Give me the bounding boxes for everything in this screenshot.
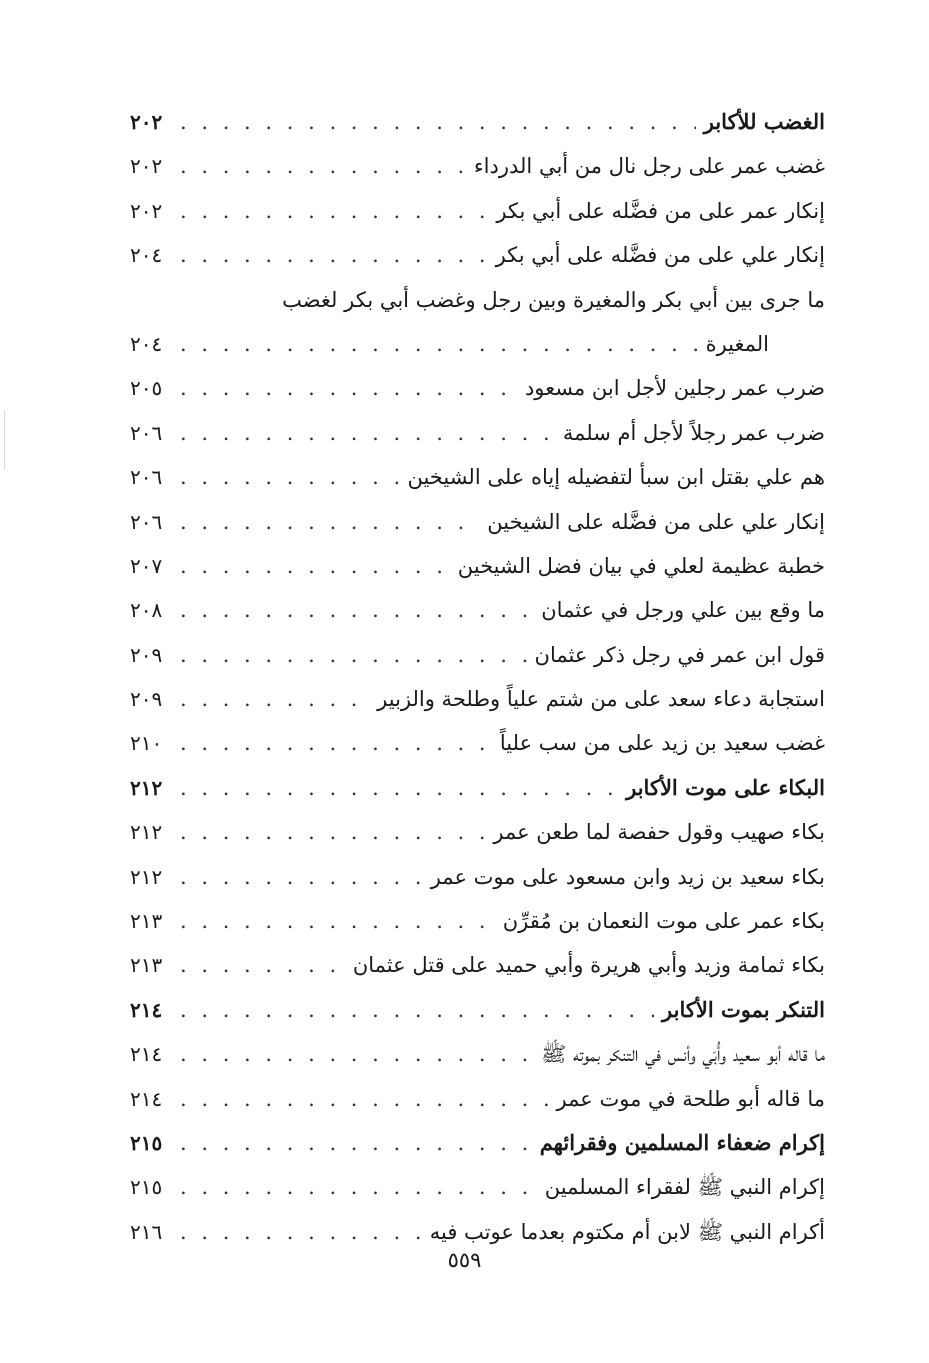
toc-entry-title: أكرام النبي ﷺ لابن أم مكتوم بعدما عوتب فيه — [429, 1219, 825, 1244]
dot-leader — [180, 189, 488, 233]
toc-entry-page: ٢٠٨ — [130, 598, 163, 623]
toc-entry-title: غضب سعيد بن زيد على من سب علياً — [499, 731, 825, 756]
toc-entry-title: البكاء على موت الأكابر — [626, 774, 825, 800]
toc-entry-page: ٢٠٩ — [130, 687, 163, 712]
toc-entry-page: ٢٠٩ — [130, 642, 163, 667]
toc-entry — [130, 500, 825, 544]
toc-entry-title: غضب عمر على رجل نال من أبي الدرداء — [473, 154, 825, 179]
toc-entry-page: ٢٠٤ — [130, 331, 163, 356]
toc-entry — [130, 455, 825, 499]
dot-leader — [180, 100, 696, 144]
dot-leader — [180, 1032, 533, 1076]
toc-entry — [130, 943, 825, 987]
toc-entry — [130, 721, 825, 765]
toc-entry-page: ٢١٢ — [130, 775, 163, 800]
toc-entry-title: ما وقع بين علي ورجل في عثمان — [541, 598, 825, 623]
toc-entry — [130, 1032, 825, 1076]
toc-entry-title: بكاء صهيب وقول حفصة لما طعن عمر — [493, 820, 825, 845]
toc-entry-page: ٢١٣ — [130, 953, 163, 978]
toc-entry-page: ٢٠٢ — [130, 110, 163, 134]
dot-leader — [180, 721, 492, 765]
dot-leader — [180, 1121, 532, 1165]
dot-leader — [180, 366, 517, 410]
toc-entry-title: إنكار علي على من فضَّله على أبي بكر — [495, 243, 825, 268]
toc-entry-title: إنكار علي على من فضَّله على الشيخين — [487, 509, 825, 534]
toc-entry-page: ٢١٢ — [130, 820, 163, 845]
dot-leader — [180, 144, 466, 188]
toc-entry — [130, 677, 825, 721]
toc-entry-page: ٢٠٦ — [130, 465, 163, 490]
dot-leader — [180, 322, 698, 366]
toc-entry-page: ٢٠٢ — [130, 198, 163, 223]
dot-leader — [180, 411, 555, 455]
toc-entry-page: ٢١٢ — [130, 864, 163, 889]
toc-section-heading — [130, 766, 825, 810]
toc-entry-title: بكاء ثمامة وزيد وأبي هريرة وأبي حميد على قتل عثمان — [352, 953, 825, 978]
dot-leader — [180, 1077, 549, 1121]
toc-entry-title: ضرب عمر رجلاً لأجل أم سلمة — [562, 420, 825, 445]
toc-entry-title: ما جرى بين أبي بكر والمغيرة وبين رجل وغضب أبي بكر لغضب — [282, 287, 825, 312]
toc-entry — [130, 810, 825, 854]
toc-entry — [130, 1077, 825, 1121]
toc-entry — [130, 144, 825, 188]
toc-entry-title: استجابة دعاء سعد على من شتم علياً وطلحة والزبير — [377, 687, 825, 712]
toc-entry-page: ٢٠٤ — [130, 243, 163, 268]
toc-entry-title: التنكر بموت الأكابر — [662, 996, 825, 1022]
toc-entry — [130, 189, 825, 233]
toc-entry-title: قول ابن عمر في رجل ذكر عثمان — [534, 642, 825, 667]
toc-entry — [130, 1165, 825, 1209]
toc-entry-title: ما قاله أبو طلحة في موت عمر — [556, 1086, 825, 1111]
toc-entry — [130, 233, 825, 277]
table-of-contents — [130, 100, 825, 1254]
toc-entry — [130, 411, 825, 455]
toc-entry-page: ٢١٤ — [130, 1042, 163, 1067]
toc-entry-page: ٢١٦ — [130, 1219, 163, 1244]
toc-entry-page: ٢٠٦ — [130, 420, 163, 445]
toc-entry-title: إكرام النبي ﷺ لفقراء المسلمين — [544, 1175, 825, 1200]
toc-entry-page: ٢١٤ — [130, 1086, 163, 1111]
page-number: ٥٥٩ — [447, 1248, 482, 1272]
dot-leader — [180, 677, 369, 721]
toc-entry — [130, 544, 825, 588]
toc-entry-title: إكرام ضعفاء المسلمين وفقرائهم — [539, 1129, 825, 1155]
toc-entry — [130, 899, 825, 943]
toc-entry-page: ٢٠٦ — [130, 509, 163, 534]
dot-leader — [180, 899, 495, 943]
dot-leader — [180, 810, 485, 854]
toc-entry-page: ٢٠٧ — [130, 553, 163, 578]
toc-entry-title: ضرب عمر رجلين لأجل ابن مسعود — [524, 376, 825, 401]
toc-section-heading — [130, 1121, 825, 1165]
toc-entry-title: المغيرة — [705, 331, 769, 356]
toc-entry-title: خطبة عظيمة لعلي في بيان فضل الشيخين — [457, 553, 825, 578]
toc-entry-page: ٢١٥ — [130, 1175, 163, 1200]
toc-entry — [130, 588, 825, 632]
toc-entry — [130, 278, 825, 322]
toc-entry — [130, 322, 825, 366]
dot-leader — [180, 943, 345, 987]
toc-entry — [130, 366, 825, 410]
toc-entry — [130, 855, 825, 899]
dot-leader — [180, 633, 527, 677]
toc-entry-page: ٢١٣ — [130, 909, 163, 934]
toc-entry-page: ٢١٠ — [130, 731, 163, 756]
toc-entry-title: الغضب للأكابر — [703, 109, 825, 134]
dot-leader — [180, 500, 479, 544]
dot-leader — [180, 988, 654, 1032]
dot-leader — [180, 233, 488, 277]
toc-entry-title: بكاء سعيد بن زيد وابن مسعود على موت عمر — [430, 864, 825, 889]
toc-entry-title: ما قاله أبو سعيد وأُبَي وأنس في التنكر بموته ﷺ — [541, 1042, 825, 1067]
dot-leader — [180, 855, 423, 899]
toc-entry-page: ٢١٤ — [130, 997, 163, 1022]
toc-entry — [130, 633, 825, 677]
toc-entry-page: ٢١٥ — [130, 1130, 163, 1155]
dot-leader — [180, 544, 450, 588]
dot-leader — [180, 1165, 537, 1209]
toc-entry-page: ٢٠٢ — [130, 154, 163, 179]
toc-entry-title: بكاء عمر على موت النعمان بن مُقرِّن — [502, 909, 825, 934]
toc-section-heading — [130, 988, 825, 1032]
dot-leader — [180, 588, 533, 632]
toc-section-heading — [130, 100, 825, 144]
margin-mark — [4, 410, 5, 470]
dot-leader — [180, 766, 618, 810]
toc-entry-title: هم علي بقتل ابن سبأ لتفضيله إياه على الشيخين — [407, 465, 825, 490]
dot-leader — [180, 455, 399, 499]
toc-entry-title: إنكار عمر على من فضَّله على أبي بكر — [496, 198, 825, 223]
toc-entry-page: ٢٠٥ — [130, 376, 163, 401]
